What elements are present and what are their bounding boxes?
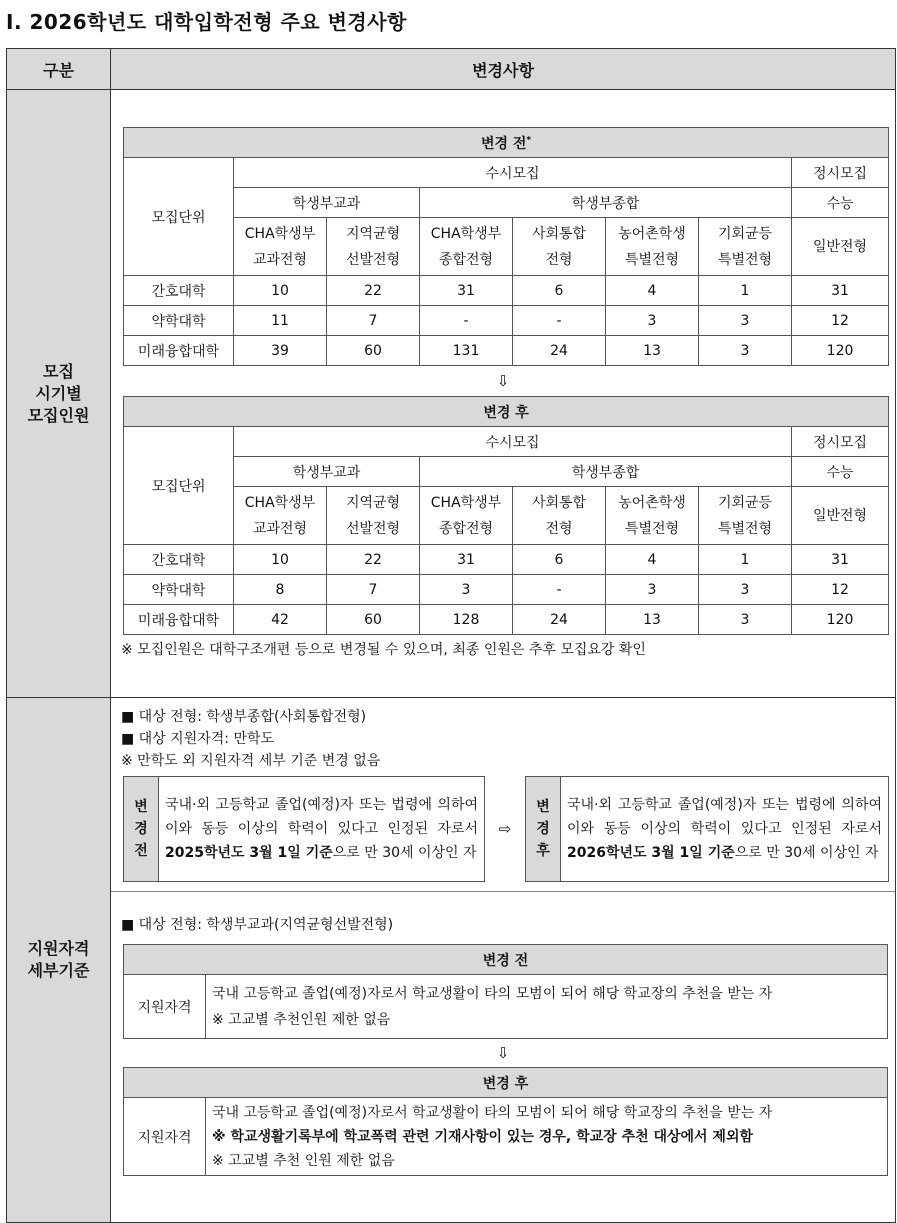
quota-before-cell: 7 [327,306,420,336]
quota-after-cell: 3 [699,575,792,605]
bullet-qualification: ■ 대상 지원자격: 만학도 [121,731,275,747]
row-label: 지원자격 [124,975,206,1039]
quota-before-cell: - [420,306,513,336]
quota-before-col-header: 지역균형 선발전형 [327,218,420,276]
quota-after-cell: 31 [420,545,513,575]
quota-before-cell: - [513,306,606,336]
quota-after-cell: 7 [327,575,420,605]
section1-content [111,90,896,698]
quota-after-cell: 1 [699,545,792,575]
quota-before-cell: 3 [606,306,699,336]
recommend-after-table [123,1067,888,1176]
quota-after-cell: 120 [792,605,889,635]
quota-before-cell: 미래융합대학 [124,336,234,366]
quota-before-col-header: 농어촌학생 특별전형 [606,218,699,276]
quota-before-cell: 3 [699,336,792,366]
quota-before-cell: 31 [420,276,513,306]
quota-after-col-header: CHA학생부 종합전형 [420,487,513,545]
quota-after-cell: 22 [327,545,420,575]
quota-before-col-header: CHA학생부 교과전형 [234,218,327,276]
down-arrow-icon: ⇩ [496,1044,510,1062]
section2-content [111,698,896,1223]
quota-after-cell: 3 [699,605,792,635]
quota-before-cell: 13 [606,336,699,366]
quota-before-col-header: CHA학생부 종합전형 [420,218,513,276]
quota-after-cell: 미래융합대학 [124,605,234,635]
quota-after-col-header: 지역균형 선발전형 [327,487,420,545]
after-text: 국내·외 고등학교 졸업(예정)자 또는 법령에 의하여 이와 동등 이상의 학력이 있다고 인정된 자로서 2026학년도 3월 1일 기준으로 만 30세 이상인 자 [561,777,889,882]
quota-before-col-header: 사회통합 전형 [513,218,606,276]
quota-before-cell: 11 [234,306,327,336]
quota-after-cell: 128 [420,605,513,635]
quota-before-cell: 약학대학 [124,306,234,336]
header-category: 구분 [7,49,111,90]
before-text: 국내·외 고등학교 졸업(예정)자 또는 법령에 의하여 이와 동등 이상의 학력이 있다고 인정된 자로서 2025학년도 3월 1일 기준으로 만 30세 이상인 자 [159,777,485,882]
qualification-before-box [123,776,485,882]
quota-before-col-header: 일반전형 [792,218,889,276]
quota-before-unit-header: 모집단위 [124,158,234,276]
page-title: Ⅰ. 2026학년도 대학입학전형 주요 변경사항 [6,10,407,34]
quota-after-col-header: 기회균등 특별전형 [699,487,792,545]
bullet-note: ※ 만학도 외 지원자격 세부 기준 변경 없음 [121,753,381,769]
quota-before-cell: 10 [234,276,327,306]
row-label: 지원자격 [124,1098,206,1176]
quota-after-col-header: CHA학생부 교과전형 [234,487,327,545]
quota-after-cell: 31 [792,545,889,575]
quota-after-cell: - [513,575,606,605]
quota-before-cell: 24 [513,336,606,366]
quota-after-cell: 약학대학 [124,575,234,605]
recommend-before-title: 변경 전 [124,945,888,975]
quota-after-cell: 60 [327,605,420,635]
quota-after-cell: 42 [234,605,327,635]
quota-after-cell: 6 [513,545,606,575]
quota-before-cell: 간호대학 [124,276,234,306]
quota-after-cell: 8 [234,575,327,605]
recommend-after-text: 국내 고등학교 졸업(예정)자로서 학교생활이 타의 모범이 되어 해당 학교장의 추천을 받는 자 ※ 학교생활기록부에 학교폭력 관련 기재사항이 있는 경우, 학교장 추천 대상에서 제외함 ※ 고교별 추천 인원 제한 없음 [206,1098,888,1176]
quota-after-suneung-header: 수능 [792,457,889,487]
qualification-after-box [525,776,889,882]
quota-after-cell: 3 [606,575,699,605]
recommend-before-table [123,944,888,1039]
quota-before-cell: 3 [699,306,792,336]
quota-after-cell: 10 [234,545,327,575]
quota-before-cell: 120 [792,336,889,366]
quota-after-gyogwa-header: 학생부교과 [234,457,420,487]
quota-after-cell: 간호대학 [124,545,234,575]
quota-before-table [123,127,889,366]
quota-before-col-header: 기회균등 특별전형 [699,218,792,276]
quota-before-cell: 39 [234,336,327,366]
after-label: 변 경 후 [526,777,561,882]
quota-after-cell: 4 [606,545,699,575]
part2 [111,892,895,1176]
quota-after-cell: 12 [792,575,889,605]
quota-after-table [123,396,889,635]
section1-label: 모집 시기별 모집인원 [7,90,111,698]
changes-table [6,48,896,1223]
section2-label: 지원자격 세부기준 [7,698,111,1223]
quota-before-cell: 4 [606,276,699,306]
right-arrow-icon: ⇨ [498,820,512,838]
quota-before-cell: 131 [420,336,513,366]
quota-after-col-header: 농어촌학생 특별전형 [606,487,699,545]
bullet-target-2: ■ 대상 전형: 학생부교과(지역균형선발전형) [121,917,394,933]
quota-after-title: 변경 후 [124,397,889,427]
recommend-before-text: 국내 고등학교 졸업(예정)자로서 학교생활이 타의 모범이 되어 해당 학교장의 추천을 받는 자 ※ 고교별 추천인원 제한 없음 [206,975,888,1039]
quota-before-cell: 6 [513,276,606,306]
quota-after-cell: 13 [606,605,699,635]
quota-note: ※ 모집인원은 대학구조개편 등으로 변경될 수 있으며, 최종 인원은 추후 모집요강 확인 [121,642,646,658]
before-label: 변 경 전 [124,777,159,882]
quota-before-title: 변경 전* [124,128,889,158]
quota-after-jeongsi-header: 정시모집 [792,427,889,457]
recommend-after-title: 변경 후 [124,1068,888,1098]
quota-after-unit-header: 모집단위 [124,427,234,545]
bullet-target: ■ 대상 전형: 학생부종합(사회통합전형) [121,709,367,725]
quota-after-jonghap-header: 학생부종합 [420,457,792,487]
quota-after-cell: 24 [513,605,606,635]
quota-after-cell: 3 [420,575,513,605]
down-arrow-icon: ⇩ [496,372,510,390]
quota-after-susi-header: 수시모집 [234,427,792,457]
quota-before-jeongsi-header: 정시모집 [792,158,889,188]
quota-before-cell: 12 [792,306,889,336]
quota-before-susi-header: 수시모집 [234,158,792,188]
quota-before-cell: 22 [327,276,420,306]
quota-after-col-header: 일반전형 [792,487,889,545]
part1 [111,698,895,892]
header-changes: 변경사항 [111,49,896,90]
quota-after-col-header: 사회통합 전형 [513,487,606,545]
quota-before-suneung-header: 수능 [792,188,889,218]
quota-before-gyogwa-header: 학생부교과 [234,188,420,218]
quota-before-cell: 1 [699,276,792,306]
quota-before-cell: 60 [327,336,420,366]
quota-before-cell: 31 [792,276,889,306]
quota-before-jonghap-header: 학생부종합 [420,188,792,218]
